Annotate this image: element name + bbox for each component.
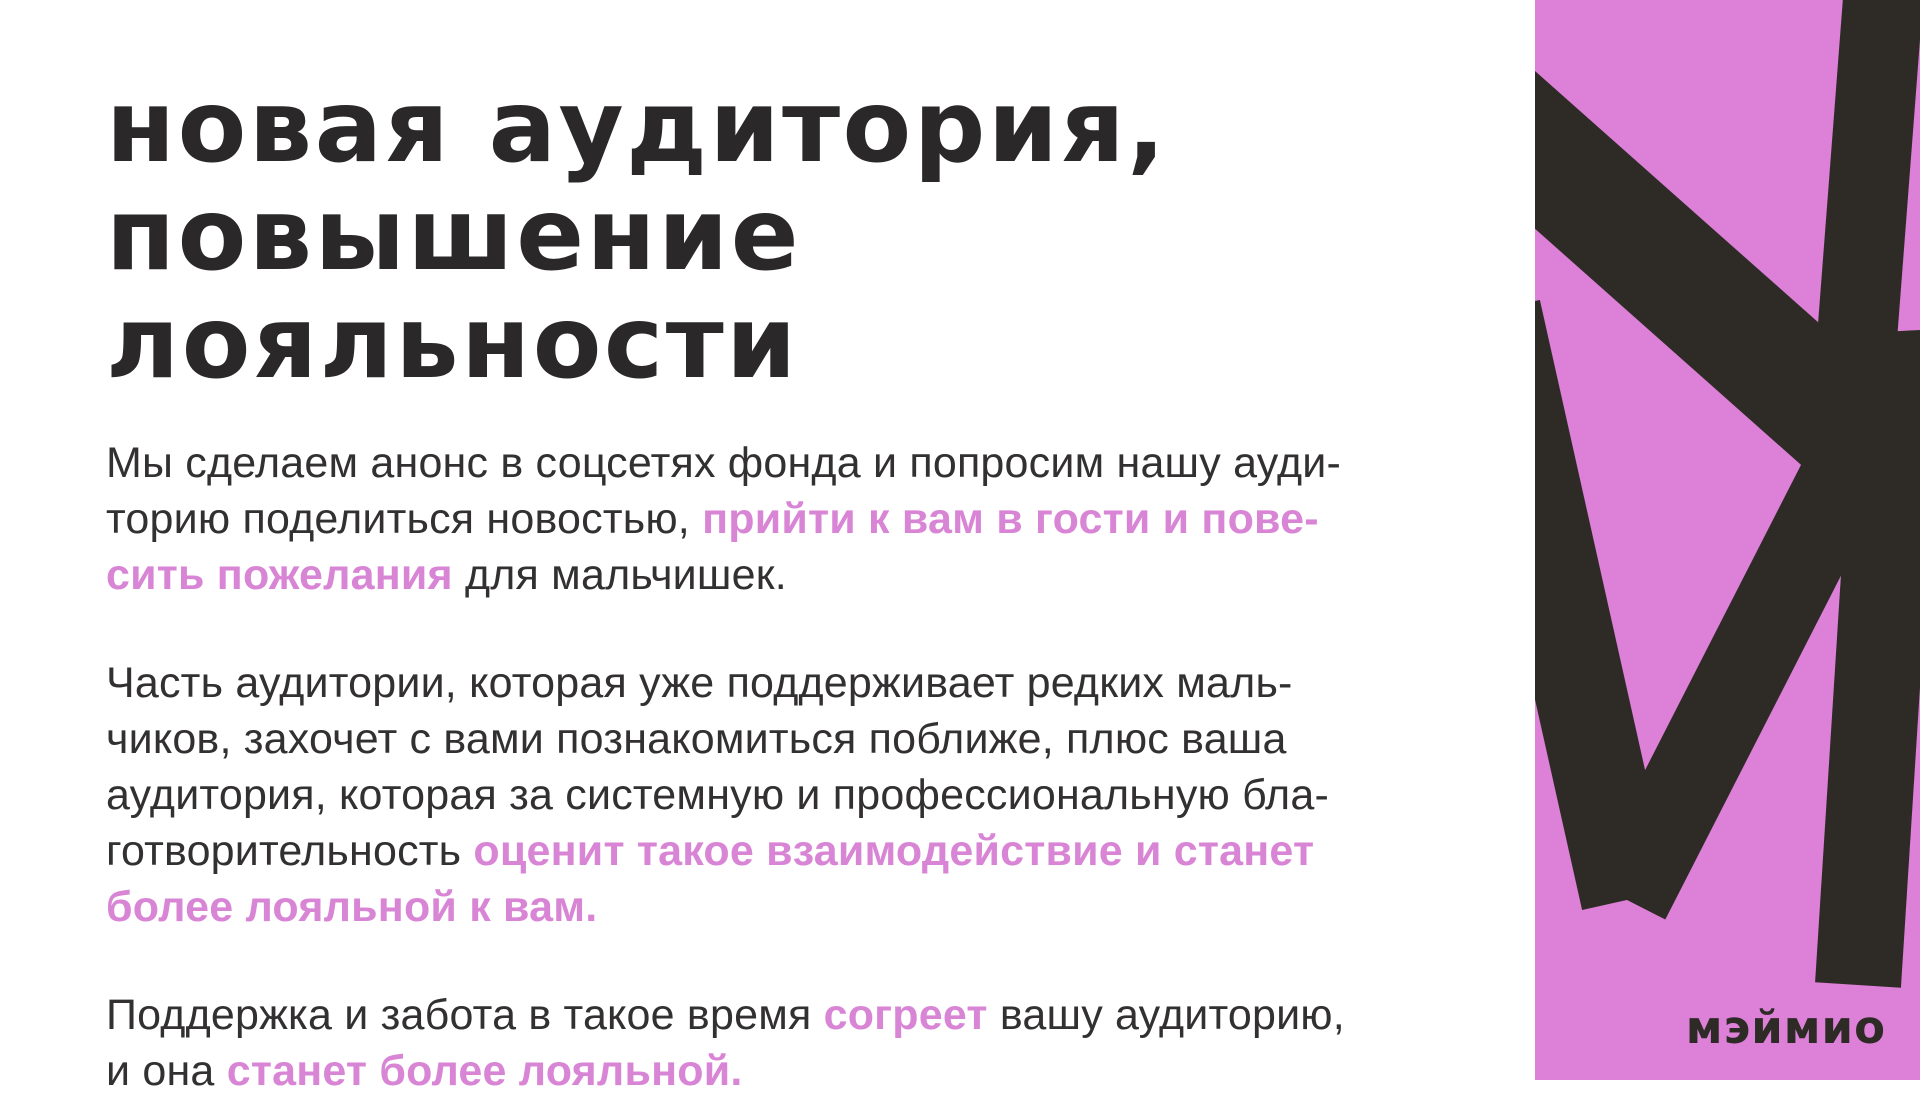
body-text: для мальчишек. [452, 551, 787, 599]
highlighted-text: согреет [823, 991, 988, 1039]
paragraph [106, 435, 1506, 603]
body-text: и она [106, 1047, 227, 1095]
title-line-1: новая аудитория, [106, 68, 1168, 185]
highlighted-text: станет более лояльной. [226, 1047, 743, 1095]
body-text: аудитория, которая за системную и профессиональную бла- [106, 771, 1329, 819]
body-text: Поддержка и забота в такое время [106, 991, 824, 1039]
highlighted-text: сить пожелания [106, 551, 453, 599]
body-text: торию поделиться новостью, [106, 495, 703, 543]
highlighted-text: более лояльной к вам. [106, 883, 598, 931]
body-text: готворительность [106, 827, 474, 875]
body-text: Часть аудитории, которая уже поддерживает редких маль- [106, 659, 1293, 707]
body-text: чиков, захочет с вами познакомиться поближе, плюс ваша [106, 715, 1287, 763]
slide-content [106, 0, 1506, 1099]
page-title [106, 68, 1506, 401]
body-text: Мы сделаем анонс в соцсетях фонда и попросим нашу ауди- [106, 439, 1342, 487]
brand-glyph-m-icon [1535, 0, 1920, 1080]
highlighted-text: прийти к вам в гости и пове- [702, 495, 1319, 543]
body-text: вашу аудиторию, [987, 991, 1345, 1039]
body-paragraphs [106, 435, 1506, 1099]
brand-panel [1535, 0, 1920, 1080]
brand-wordmark: мэймио [1685, 1001, 1886, 1054]
title-line-2: повышение лояльности [106, 176, 802, 401]
paragraph [106, 987, 1506, 1099]
highlighted-text: оценит такое взаимодействие и станет [473, 827, 1315, 875]
paragraph [106, 655, 1506, 935]
